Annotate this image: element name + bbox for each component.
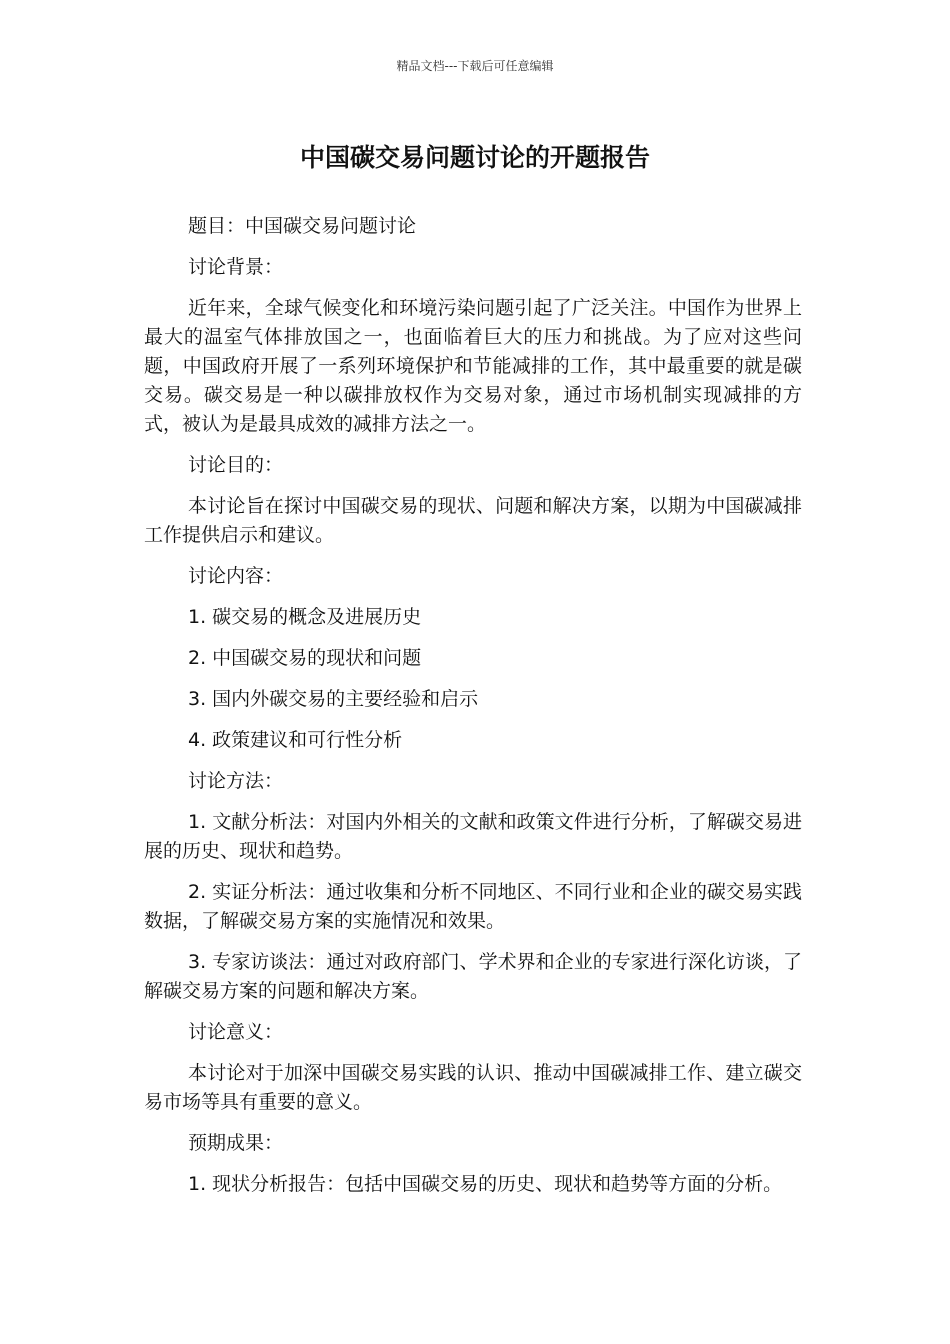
content-item: 1. 碳交易的概念及进展历史 [188, 606, 422, 628]
outcome-item: 1. 现状分析报告：包括中国碳交易的历史、现状和趋势等方面的分析。 [188, 1173, 783, 1195]
purpose-heading: 讨论目的： [188, 454, 284, 476]
content-item: 3. 国内外碳交易的主要经验和启示 [188, 688, 479, 710]
content-item: 2. 中国碳交易的现状和问题 [188, 647, 422, 669]
document-body [144, 212, 802, 1211]
content-item: 4. 政策建议和可行性分析 [188, 729, 403, 751]
background-heading: 讨论背景： [188, 256, 284, 278]
outcomes-heading: 预期成果： [188, 1132, 284, 1154]
purpose-paragraph: 本讨论旨在探讨中国碳交易的现状、问题和解决方案，以期为中国碳减排工作提供启示和建议。 [144, 495, 802, 546]
significance-heading: 讨论意义： [188, 1021, 284, 1043]
method-item: 2. 实证分析法：通过收集和分析不同地区、不同行业和企业的碳交易实践数据，了解碳交易方案的实施情况和效果。 [144, 881, 802, 932]
header-note: 精品文档---下载后可任意编辑 [396, 59, 554, 73]
method-heading: 讨论方法： [188, 770, 284, 792]
method-item: 3. 专家访谈法：通过对政府部门、学术界和企业的专家进行深化访谈，了解碳交易方案的问题和解决方案。 [144, 951, 802, 1002]
method-item: 1. 文献分析法：对国内外相关的文献和政策文件进行分析，了解碳交易进展的历史、现状和趋势。 [144, 811, 802, 862]
document-title: 中国碳交易问题讨论的开题报告 [299, 143, 650, 172]
content-heading: 讨论内容： [188, 565, 284, 587]
topic-line: 题目：中国碳交易问题讨论 [188, 215, 417, 237]
background-paragraph: 近年来，全球气候变化和环境污染问题引起了广泛关注。中国作为世界上最大的温室气体排放国之一，也面临着巨大的压力和挑战。为了应对这些问题，中国政府开展了一系列环境保护和节能减排的工作，其中最重要的就是碳交易。碳交易是一种以碳排放权作为交易对象，通过市场机制实现减排的方式，被认为是最具成效的减排方法之一。 [144, 297, 802, 435]
significance-paragraph: 本讨论对于加深中国碳交易实践的认识、推动中国碳减排工作、建立碳交易市场等具有重要的意义。 [144, 1062, 802, 1113]
